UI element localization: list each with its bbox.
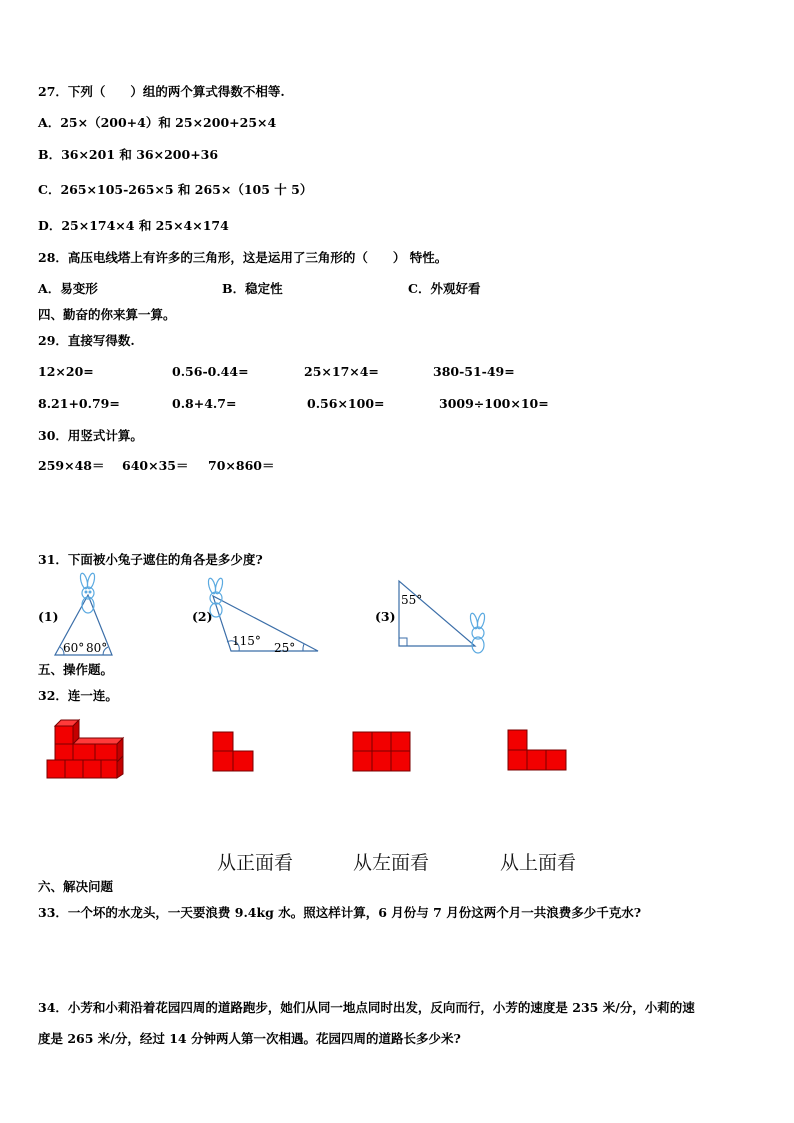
q29-r2-c2: 0.8+4.7=: [172, 396, 237, 411]
q27-option-d: D．25×174×4 和 25×4×174: [38, 218, 229, 233]
q31-stem: 31．下面被小兔子遮住的角各是多少度?: [38, 552, 263, 567]
view-label-top: 从上面看: [500, 852, 577, 874]
q31-label-2: (2): [192, 609, 213, 624]
q30-item-3: 70×860＝: [208, 458, 275, 473]
q28-option-a: A．易变形: [38, 281, 98, 296]
section-6-heading: 六、解决问题: [38, 879, 114, 894]
bunny-icon: [79, 572, 96, 613]
q29-r1-c4: 380-51-49=: [433, 364, 515, 379]
q29-r2-c1: 8.21+0.79=: [38, 396, 120, 411]
q34-line-1: 34．小芳和小莉沿着花园四周的道路跑步，她们从同一地点同时出发，反向而行，小芳的速度是 235 米/分，小莉的速: [38, 1000, 695, 1015]
triangle-figure-1: [50, 575, 120, 660]
fig1-angle-80: 80°: [86, 641, 108, 655]
q30-item-1: 259×48＝: [38, 458, 105, 473]
section-4-heading: 四、勤奋的你来算一算。: [38, 307, 176, 322]
q29-r1-c1: 12×20=: [38, 364, 94, 379]
fig1-angle-60: 60°: [63, 641, 85, 655]
q34-line-2: 度是 265 米/分，经过 14 分钟两人第一次相遇。花园四周的道路长多少米?: [38, 1031, 461, 1046]
q33-text: 33．一个坏的水龙头，一天要浪费 9.4kg 水。照这样计算，6 月份与 7 月份这两个月一共浪费多少千克水?: [38, 905, 642, 920]
q29-r1-c3: 25×17×4=: [304, 364, 379, 379]
q28-stem: 28．高压电线塔上有许多的三角形，这是运用了三角形的（ ） 特性。: [38, 250, 448, 265]
fig2-angle-25: 25°: [274, 641, 296, 655]
q31-label-1: (1): [38, 609, 59, 624]
view-shape-2: [352, 731, 412, 772]
section-5-heading: 五、操作题。: [38, 662, 114, 677]
bunny-icon: [469, 612, 486, 653]
q29-r1-c2: 0.56-0.44=: [172, 364, 249, 379]
triangle-figure-2: [205, 578, 325, 658]
q28-option-b: B．稳定性: [222, 281, 283, 296]
q29-stem: 29．直接写得数.: [38, 333, 135, 348]
q30-stem: 30．用竖式计算。: [38, 428, 143, 443]
fig2-angle-115: 115°: [232, 634, 261, 648]
q32-stem: 32．连一连。: [38, 688, 118, 703]
q27-option-b: B．36×201 和 36×200+36: [38, 147, 219, 162]
view-shape-3: [507, 729, 568, 771]
q27-option-c: C．265×105-265×5 和 265×（105 十 5）: [38, 182, 313, 197]
triangle-3-shape: [399, 581, 475, 646]
view-label-left: 从左面看: [353, 852, 430, 874]
view-shape-1: [212, 731, 254, 772]
view-label-front: 从正面看: [217, 852, 294, 874]
q27-option-a: A．25×（200+4）和 25×200+25×4: [38, 115, 277, 130]
q31-label-3: (3): [375, 609, 396, 624]
cube-solid-3d: [45, 718, 127, 780]
triangle-2-shape: [213, 596, 318, 651]
fig3-angle-55: 55°: [401, 593, 423, 607]
q27-stem: 27．下列（ ）组的两个算式得数不相等.: [38, 84, 285, 99]
q28-option-c: C．外观好看: [408, 281, 481, 296]
q30-item-2: 640×35＝: [122, 458, 189, 473]
triangle-figure-3: [395, 575, 495, 660]
q29-r2-c4: 3009÷100×10=: [439, 396, 549, 411]
q29-r2-c3: 0.56×100=: [307, 396, 385, 411]
